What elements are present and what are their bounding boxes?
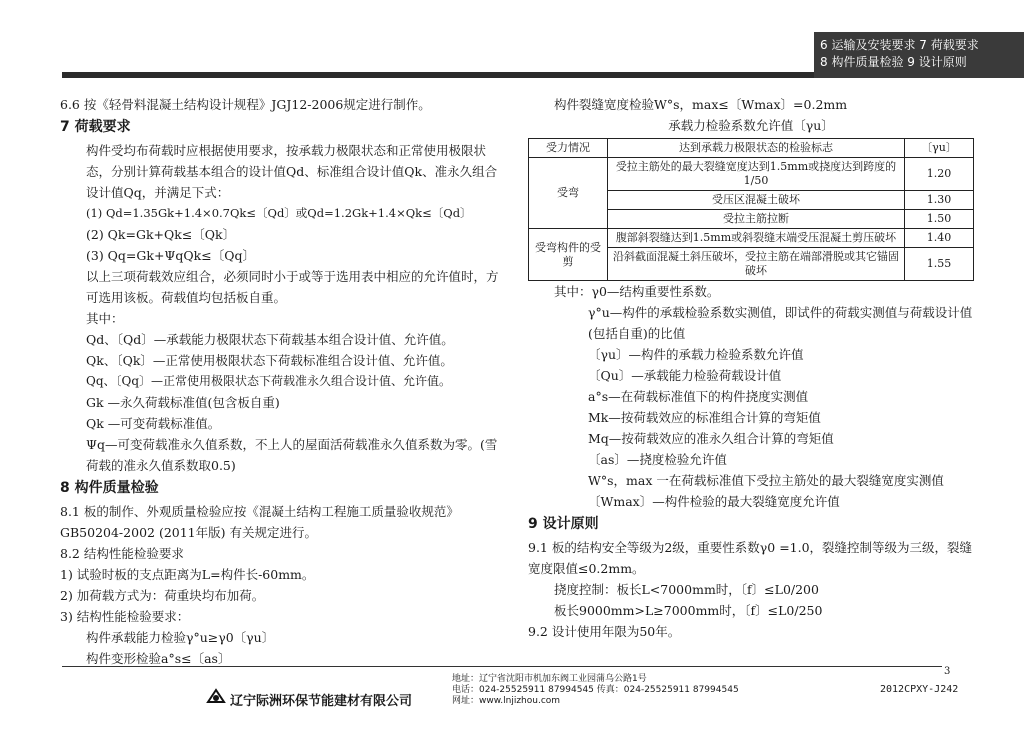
section-8-heading: 8 构件质量检验 bbox=[60, 480, 159, 496]
website: 网址：www.lnjizhou.com bbox=[452, 696, 561, 706]
def-qd: Qd、〔Qd〕—承载能力极限状态下荷载基本组合设计值、允许值。 bbox=[86, 332, 454, 347]
table-cell: 沿斜截面混凝土斜压破坏，受拉主筋在端部滑脱或其它锚固破坏 bbox=[608, 248, 905, 281]
formula-3: (3) Qq=Gk+ΨqQk≤〔Qq〕 bbox=[86, 248, 255, 263]
footer-rule bbox=[62, 666, 942, 667]
clause-8-1: 8.1 板的制作、外观质量检验应按《混凝土结构工程施工质量验收规范》GB50204-2002 (2011年版) 有关规定进行。 bbox=[60, 504, 459, 540]
def-as-allow: 〔as〕—挠度检验允许值 bbox=[588, 452, 727, 467]
table-cell: 1.20 bbox=[905, 158, 974, 191]
address: 地址：辽宁省沈阳市机加东阀工业园蒲乌公路1号 bbox=[452, 674, 647, 684]
formula-1: (1) Qd=1.35Gk+1.4×0.7Qk≤〔Qd〕或Qd=1.2Gk+1.4×Qk≤〔Qd〕 bbox=[86, 206, 472, 220]
def-wmax: 〔Wmax〕—构件检验的最大裂缝宽度允许值 bbox=[588, 494, 840, 509]
clause-8-2: 8.2 结构性能检验要求 bbox=[60, 546, 184, 561]
table-row bbox=[529, 158, 974, 191]
formula-2: (2) Qk=Gk+Qk≤〔Qk〕 bbox=[86, 227, 236, 242]
crack-check: 构件裂缝宽度检验W°s，max≤〔Wmax〕=0.2mm bbox=[554, 97, 848, 112]
table-cell: 受拉主筋处的最大裂缝宽度达到1.5mm或挠度达到跨度的1/50 bbox=[608, 158, 905, 191]
item-3b: 构件变形检验a°s≤〔as〕 bbox=[86, 651, 231, 666]
item-3a: 构件承载能力检验γ°u≥γ0〔γu〕 bbox=[86, 630, 275, 645]
clause-6-6: 6.6 按《轻骨料混凝土结构设计规程》JGJ12-2006规定进行制作。 bbox=[60, 97, 431, 112]
load-combination-note: 以上三项荷载效应组合，必须同时小于或等于选用表中相应的允许值时，方可选用该板。荷载值均包括板自重。 bbox=[86, 269, 499, 305]
table-header: 受力情况 bbox=[529, 139, 608, 158]
table-header-row bbox=[529, 139, 974, 158]
def-mk: Mk—按荷载效应的标准组合计算的弯矩值 bbox=[588, 410, 821, 425]
table-row bbox=[529, 229, 974, 248]
clause-9-1: 9.1 板的结构安全等级为2级，重要性系数γ0 =1.0，裂缝控制等级为三级，裂缝宽度限值≤0.2mm。 bbox=[528, 540, 973, 576]
right-column bbox=[528, 94, 974, 642]
def-qu: 〔Qu〕—承载能力检验荷载设计值 bbox=[588, 368, 782, 383]
table-cell: 1.50 bbox=[905, 210, 974, 229]
item-1: 1) 试验时板的支点距离为L=构件长-60mm。 bbox=[60, 567, 315, 582]
def-gk: Gk —永久荷载标准值(包含板自重) bbox=[86, 395, 280, 410]
def-psi: Ψq—可变荷载准永久值系数，不上人的屋面活荷载准永久值系数为零。(雪荷载的准永久值系数取0.5) bbox=[86, 437, 498, 473]
def-gamma-u-allow: 〔γu〕—构件的承载力检验系数允许值 bbox=[588, 347, 804, 362]
table-cell: 腹部斜裂缝达到1.5mm或斜裂缝末端受压混凝土剪压破坏 bbox=[608, 229, 905, 248]
load-intro: 构件受均布荷载时应根据使用要求，按承载力极限状态和正常使用极限状态，分别计算荷载基本组合的设计值Qd、标准组合设计值Qk、准永久组合设计值Qq，并满足下式： bbox=[86, 143, 498, 200]
section-header bbox=[814, 32, 1024, 78]
def-qq: Qq、〔Qq〕—正常使用极限状态下荷载准永久组合设计值、允许值。 bbox=[86, 374, 452, 388]
table-header: 达到承载力极限状态的检验标志 bbox=[608, 139, 905, 158]
table-cell: 1.30 bbox=[905, 191, 974, 210]
header-line-1: 6 运输及安装要求 7 荷载要求 bbox=[820, 38, 979, 52]
table-cell: 受拉主筋拉断 bbox=[608, 210, 905, 229]
company-logo-icon bbox=[206, 688, 226, 706]
def-qk-var: Qk —可变荷载标准值。 bbox=[86, 416, 221, 431]
item-2: 2) 加荷载方式为：荷重块均布加荷。 bbox=[60, 588, 265, 603]
def-ws-max: W°s，max 一在荷载标准值下受拉主筋处的最大裂缝宽度实测值 bbox=[588, 473, 944, 488]
left-column bbox=[60, 94, 500, 669]
contact-block bbox=[452, 674, 739, 707]
table-cell: 受压区混凝土破坏 bbox=[608, 191, 905, 210]
where-label: 其中： bbox=[86, 311, 124, 326]
document-code: 2012CPXY-J242 bbox=[880, 684, 959, 695]
where-gamma0: 其中：γ0—结构重要性系数。 bbox=[554, 284, 720, 299]
def-as-measured: a°s—在荷载标准值下的构件挠度实测值 bbox=[588, 389, 809, 404]
clause-9-2: 9.2 设计使用年限为50年。 bbox=[528, 624, 681, 639]
deflection-control-2: 板长9000mm>L≥7000mm时，〔f〕≤L0/250 bbox=[554, 603, 823, 618]
group-cell: 受弯构件的受剪 bbox=[529, 229, 608, 281]
coefficient-table bbox=[528, 138, 974, 281]
def-gamma-u-measured: γ°u—构件的承载检验系数实测值，即试件的荷载实测值与荷载设计值(包括自重)的比值 bbox=[588, 305, 973, 341]
item-3: 3) 结构性能检验要求： bbox=[60, 609, 190, 624]
table-title: 承载力检验系数允许值〔γu〕 bbox=[668, 118, 834, 133]
table-cell: 1.40 bbox=[905, 229, 974, 248]
page-number: 3 bbox=[944, 666, 951, 677]
group-cell: 受弯 bbox=[529, 158, 608, 229]
section-9-heading: 9 设计原则 bbox=[528, 516, 599, 532]
header-rule bbox=[62, 72, 814, 78]
table-cell: 1.55 bbox=[905, 248, 974, 281]
table-header: 〔γu〕 bbox=[905, 139, 974, 158]
def-qk: Qk、〔Qk〕—正常使用极限状态下荷载标准组合设计值、允许值。 bbox=[86, 353, 453, 368]
deflection-control-1: 挠度控制：板长L<7000mm时，〔f〕≤L0/200 bbox=[554, 582, 819, 597]
phone-fax: 电话：024-25525911 87994545 传真：024-25525911 87994545 bbox=[452, 685, 739, 695]
section-7-heading: 7 荷载要求 bbox=[60, 119, 131, 135]
company-name: 辽宁际洲环保节能建材有限公司 bbox=[230, 694, 413, 709]
header-line-2: 8 构件质量检验 9 设计原则 bbox=[820, 55, 967, 69]
def-mq: Mq—按荷载效应的准永久组合计算的弯矩值 bbox=[588, 431, 834, 446]
